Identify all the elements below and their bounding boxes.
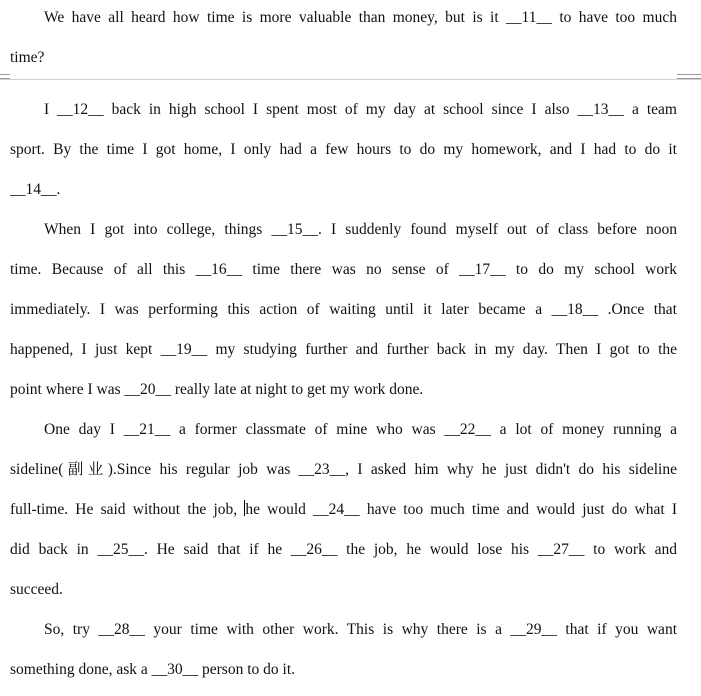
text-line: did back in __25__. He said that if he __26__ the job, he would lose his __27__ to work and	[10, 541, 677, 558]
text-line: something done, ask a __30__ person to do it.	[10, 661, 295, 678]
text-line: point where I was __20__ really late at night to get my work done.	[10, 381, 424, 398]
page-break-right-marker	[677, 74, 701, 84]
text-line: succeed.	[10, 581, 63, 598]
text-line: happened, I just kept __19__ my studying further and further back in my day. Then I got to the	[10, 341, 677, 358]
document-body[interactable]	[10, 0, 677, 690]
text-line: __14__.	[10, 181, 61, 198]
text-line: We have all heard how time is more valuable than money, but is it __11__ to have too much	[44, 9, 677, 26]
text-segment: full-time. He said without the job,	[10, 501, 245, 518]
text-line: So, try __28__ your time with other work. This is why there is a __29__ that if you want	[44, 621, 677, 638]
paragraph	[10, 90, 677, 690]
text-segment: he would __24__ have too much time and would just do what I	[245, 501, 677, 518]
page-break-left-marker	[0, 74, 10, 84]
text-line: I __12__ back in high school I spent most of my day at school since I also __13__ a team	[44, 101, 677, 118]
text-line: immediately. I was performing this action of waiting until it later became a __18__ .Once that	[10, 301, 677, 318]
text-line: When I got into college, things __15__. I suddenly found myself out of class before noon	[44, 221, 677, 238]
text-line-with-cursor	[10, 490, 677, 530]
text-line: time. Because of all this __16__ time there was no sense of __17__ to do my school work	[10, 261, 677, 278]
text-line: sideline(副业).Since his regular job was __23__, I asked him why he just didn't do his sideline	[10, 461, 677, 478]
text-line: One day I __21__ a former classmate of mine who was __22__ a lot of money running a	[44, 421, 677, 438]
text-line: sport. By the time I got home, I only had a few hours to do my homework, and I had to do it	[10, 141, 677, 158]
text-line: time?	[10, 49, 45, 66]
